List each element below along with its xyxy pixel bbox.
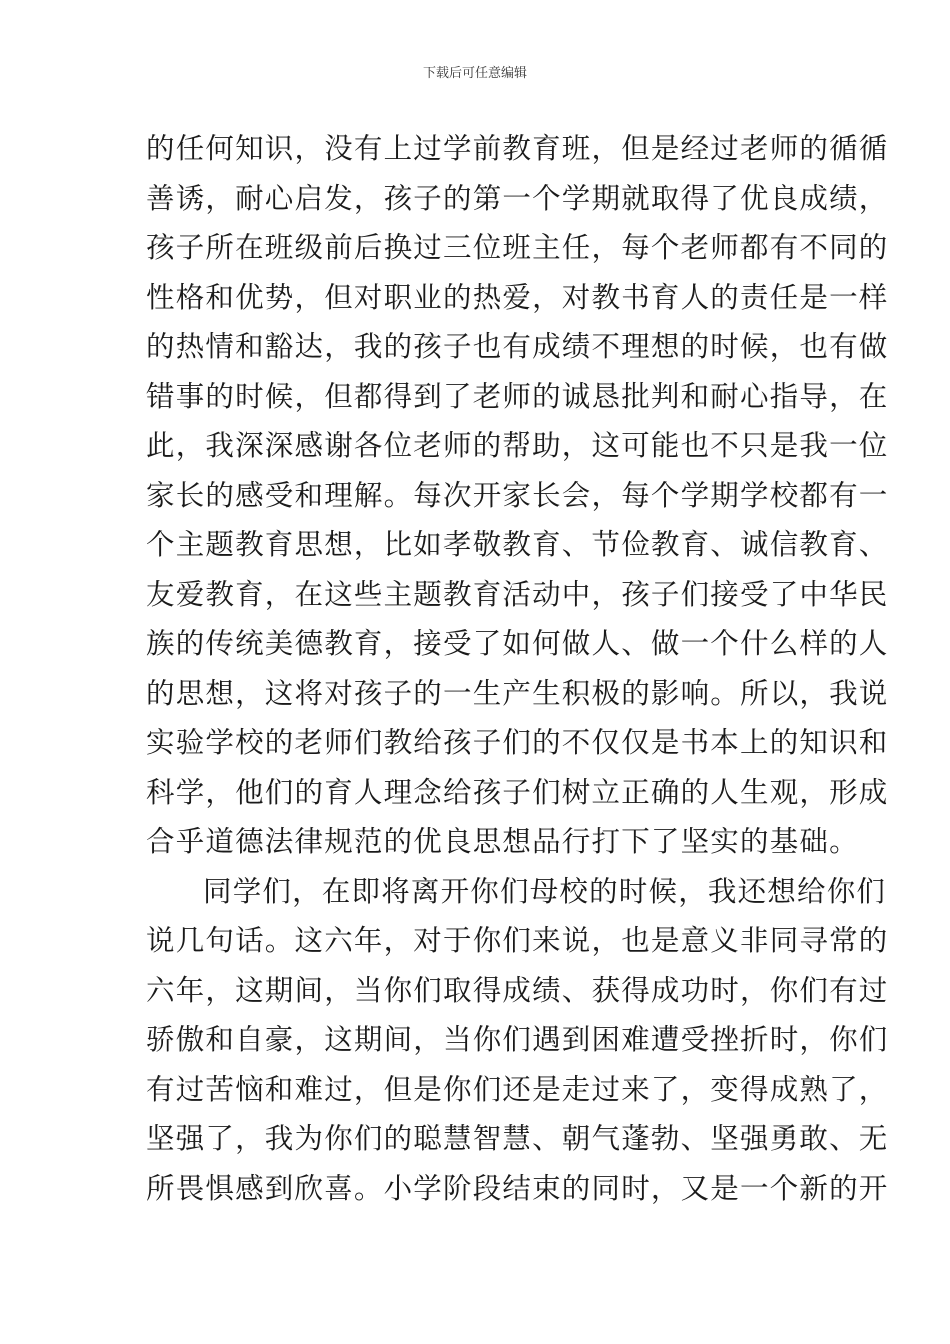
text-line: 性格和优势，但对职业的热爱，对教书育人的责任是一样 — [146, 280, 889, 314]
page-header: 下载后可任意编辑 — [422, 66, 527, 81]
text-line: 合乎道德法律规范的优良思想品行打下了坚实的基础。 — [146, 825, 859, 858]
paragraph-1 — [146, 124, 889, 867]
text-line: 坚强了，我为你们的聪慧智慧、朝气蓬勃、坚强勇敢、无 — [146, 1122, 889, 1155]
text-line: 骄傲和自豪，这期间，当你们遇到困难遭受挫折时，你们 — [146, 1023, 889, 1056]
text-line: 六年，这期间，当你们取得成绩、获得成功时，你们有过 — [146, 973, 889, 1007]
text-line: 孩子所在班级前后换过三位班主任，每个老师都有不同的 — [146, 231, 889, 264]
text-line: 所畏惧感到欣喜。小学阶段结束的同时，又是一个新的开 — [146, 1171, 889, 1205]
text-line: 友爱教育，在这些主题教育活动中，孩子们接受了中华民 — [146, 577, 889, 611]
text-line: 善诱，耐心启发，孩子的第一个学期就取得了优良成绩， — [146, 181, 889, 215]
text-line: 个主题教育思想，比如孝敬教育、节俭教育、诚信教育、 — [146, 528, 889, 561]
text-line: 同学们，在即将离开你们母校的时候，我还想给你们 — [203, 874, 887, 908]
text-line: 错事的时候，但都得到了老师的诚恳批判和耐心指导，在 — [146, 379, 889, 413]
text-line: 的思想，这将对孩子的一生产生积极的影响。所以，我说 — [146, 676, 889, 710]
text-line: 的热情和豁达，我的孩子也有成绩不理想的时候，也有做 — [146, 330, 889, 363]
text-line: 的任何知识，没有上过学前教育班，但是经过老师的循循 — [146, 132, 889, 165]
text-line: 此，我深深感谢各位老师的帮助，这可能也不只是我一位 — [146, 429, 889, 462]
text-line: 说几句话。这六年，对于你们来说，也是意义非同寻常的 — [146, 924, 889, 957]
text-line: 家长的感受和理解。每次开家长会，每个学期学校都有一 — [146, 478, 889, 512]
text-line: 族的传统美德教育，接受了如何做人、做一个什么样的人 — [146, 627, 889, 660]
document-body — [146, 124, 889, 1213]
text-line: 有过苦恼和难过，但是你们还是走过来了，变得成熟了， — [146, 1072, 889, 1106]
paragraph-2 — [146, 867, 889, 1214]
text-line: 科学，他们的育人理念给孩子们树立正确的人生观，形成 — [146, 775, 889, 809]
text-line: 实验学校的老师们教给孩子们的不仅仅是书本上的知识和 — [146, 726, 889, 759]
